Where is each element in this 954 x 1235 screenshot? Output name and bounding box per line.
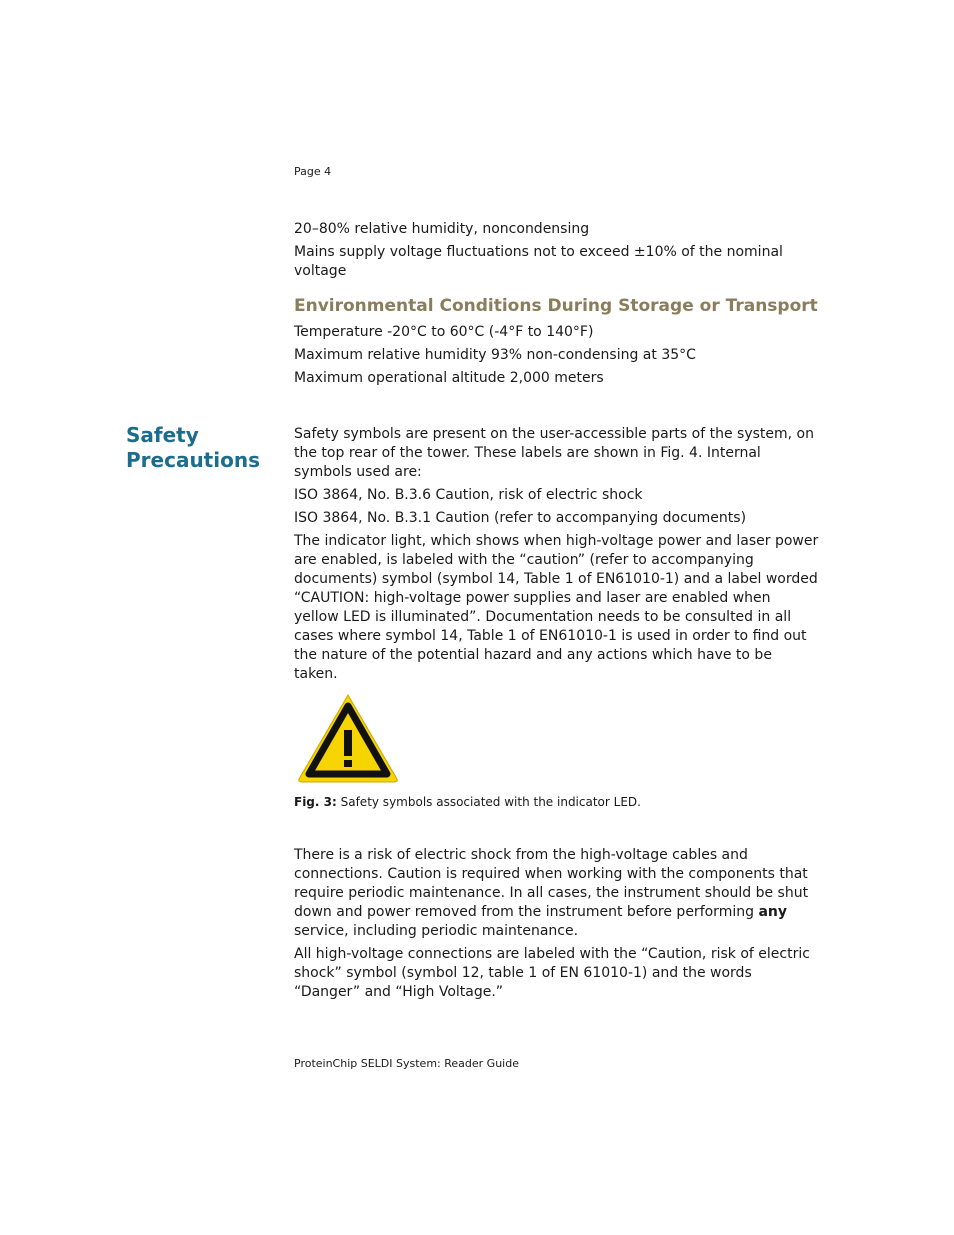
- humidity-line: 20–80% relative humidity, noncondensing: [294, 221, 590, 237]
- figure-label: Fig. 3:: [294, 795, 337, 809]
- page-number: Page 4: [294, 165, 332, 178]
- indicator-paragraph: The indicator light, which shows when high-voltage power and laser power are enabled, is labeled with the “caution” (refer to accompanying documents) symbol (symbol 14, Table 1 of EN61010-1) and a label worded “CAUTION: high-voltage power supplies and laser are enabled when yellow LED is illuminated”. Documentation needs to be consulted in all cases where symbol 14, Table 1 of EN61010-1 is used in order to find out the nature of the potential hazard and any actions which have to be taken.: [294, 533, 819, 682]
- shock-emphasis: any: [758, 904, 787, 920]
- figure-caption-text: Safety symbols associated with the indicator LED.: [336, 795, 641, 809]
- storage-temperature-line: Temperature -20°C to 60°C (-4°F to 140°F): [294, 324, 594, 340]
- safety-body: [294, 425, 819, 688]
- storage-heading: Environmental Conditions During Storage or Transport: [294, 296, 818, 316]
- shock-text-1: There is a risk of electric shock from the high-voltage cables and connections. Caution is required when working with the components that require periodic maintenance. In all cases, the instrument should be shut down and power removed from the instrument before performing: [294, 847, 809, 920]
- safety-heading-line2: Precautions: [126, 448, 260, 472]
- storage-altitude-line: Maximum operational altitude 2,000 meters: [294, 370, 604, 386]
- warning-triangle-icon: [296, 692, 400, 784]
- iso-caution-line: ISO 3864, No. B.3.1 Caution (refer to accompanying documents): [294, 510, 747, 526]
- footer: ProteinChip SELDI System: Reader Guide: [294, 1057, 519, 1070]
- shock-text-2: service, including periodic maintenance.: [294, 923, 579, 939]
- figure-caption: [294, 795, 641, 809]
- storage-humidity-line: Maximum relative humidity 93% non-condensing at 35°C: [294, 347, 696, 363]
- operating-conditions: [294, 220, 819, 392]
- connections-paragraph: All high-voltage connections are labeled with the “Caution, risk of electric shock” symbol (symbol 12, table 1 of EN 61010-1) and the words “Danger” and “High Voltage.”: [294, 946, 810, 1000]
- iso-shock-line: ISO 3864, No. B.3.6 Caution, risk of electric shock: [294, 487, 643, 503]
- voltage-line: Mains supply voltage fluctuations not to exceed ±10% of the nominal voltage: [294, 244, 783, 279]
- shock-paragraph: [294, 846, 819, 941]
- safety-intro: Safety symbols are present on the user-accessible parts of the system, on the top rear of the tower. These labels are shown in Fig. 4. Internal symbols used are:: [294, 426, 814, 480]
- safety-heading-line1: Safety: [126, 423, 199, 447]
- safety-heading: [126, 423, 260, 473]
- warning-triangle-svg: [296, 692, 400, 784]
- shock-section: [294, 846, 819, 1006]
